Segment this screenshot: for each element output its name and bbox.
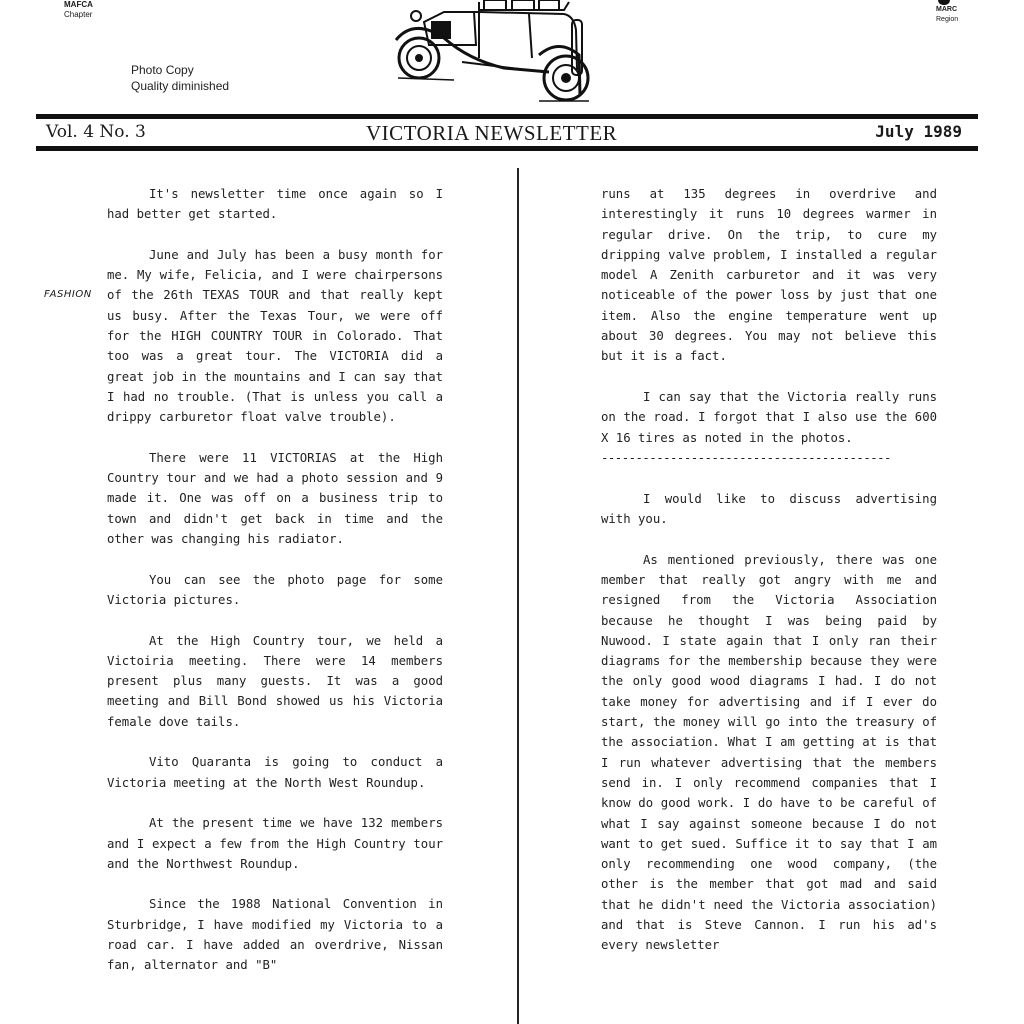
paragraph: I can say that the Victoria really runs on the road. I forgot that I also use the 600 X 16 tires as noted in the photos.	[601, 389, 937, 445]
paragraph: I would like to discuss advertising with you.	[601, 491, 937, 527]
marc-region-logo	[936, 0, 958, 25]
paragraph: June and July has been a busy month for me. My wife, Felicia, and I were chairpersons of the 26th TEXAS TOUR and that really kept us busy. After the Texas Tour, we were off for the HIGH COUNTRY TOUR in Colorado. That too was a great tour. The VICTORIA did a great job in the mountains and I can say that I had no trouble. (That is unless you call a drippy carburetor float valve trouble).	[107, 247, 443, 425]
handwritten-margin-note: FASHION	[44, 289, 92, 300]
masthead-rule-top	[36, 114, 978, 119]
newsletter-title: VICTORIA NEWSLETTER	[366, 121, 618, 145]
volume-number: Vol. 4 No. 3	[46, 122, 146, 142]
photo-note-line: Photo Copy	[131, 63, 194, 77]
paragraph: It's newsletter time once again so I had better get started.	[107, 187, 443, 222]
paragraph: As mentioned previously, there was one member that really got angry with me and resigned from the Victoria Association because he thought I was being paid by Nuwood. I state again that I only ran their diagrams for the membership because they were the only good wood diagrams I had. I do not take money for advertising and if I ever do start, the money will go into the treasury of the association. What I am getting at is that I run whatever advertising that the members send in. I only recommend companies that I know do good work. I do have to be careful of what I say against someone because I do not want to get sued. Suffice it to say that I am only recommending one wood company, (the other is the member that got mad and said that he didn't need the Victoria association) and that is Steve Cannon. I run his ad's every newsletter	[601, 552, 937, 953]
paragraph: Vito Quaranta is going to conduct a Victoria meeting at the North West Roundup.	[107, 755, 443, 790]
mafca-chapter-logo	[64, 0, 93, 20]
photo-copy-note	[131, 62, 229, 94]
paragraph: There were 11 VICTORIAS at the High Country tour and we had a photo session and 9 made it. One was off on a business trip to town and didn't get back in time and the other was changing his radiator.	[107, 450, 443, 547]
left-column	[107, 184, 443, 996]
logo-line: MARC	[936, 6, 957, 13]
paragraph: At the High Country tour, we held a Victoiria meeting. There were 14 members present plus many guests. It was a good meeting and Bill Bond showed us his Victoria female dove tails.	[107, 633, 443, 729]
photo-note-line: Quality diminished	[131, 79, 230, 93]
issue-date: July 1989	[875, 122, 962, 141]
logo-line: Chapter	[64, 10, 93, 19]
paragraph: At the present time we have 132 members and I expect a few from the High Country tour and the Northwest Roundup.	[107, 816, 443, 871]
vintage-car-icon	[384, 0, 594, 105]
logo-line: MAFCA	[64, 0, 93, 9]
column-divider	[517, 168, 519, 1024]
right-column	[601, 184, 937, 976]
paragraph: You can see the photo page for some Victoria pictures.	[107, 572, 443, 607]
section-separator: ------------------------------------------	[601, 451, 891, 466]
masthead-rule-bottom	[36, 146, 978, 151]
paragraph: runs at 135 degrees in overdrive and interestingly it runs 10 degrees warmer in regular drive. On the trip, to cure my dripping valve problem, I installed a regular model A Zenith carburetor and it was very noticeable of the power loss by just that one item. Also the engine temperature went up about 30 degrees. You may not believe this but it is a fact.	[601, 187, 937, 364]
masthead	[36, 120, 978, 146]
paragraph: Since the 1988 National Convention in Sturbridge, I have modified my Victoria to a road car. I have added an overdrive, Nissan fan, alternator and "B"	[107, 897, 443, 973]
logo-line: Region	[936, 16, 959, 23]
